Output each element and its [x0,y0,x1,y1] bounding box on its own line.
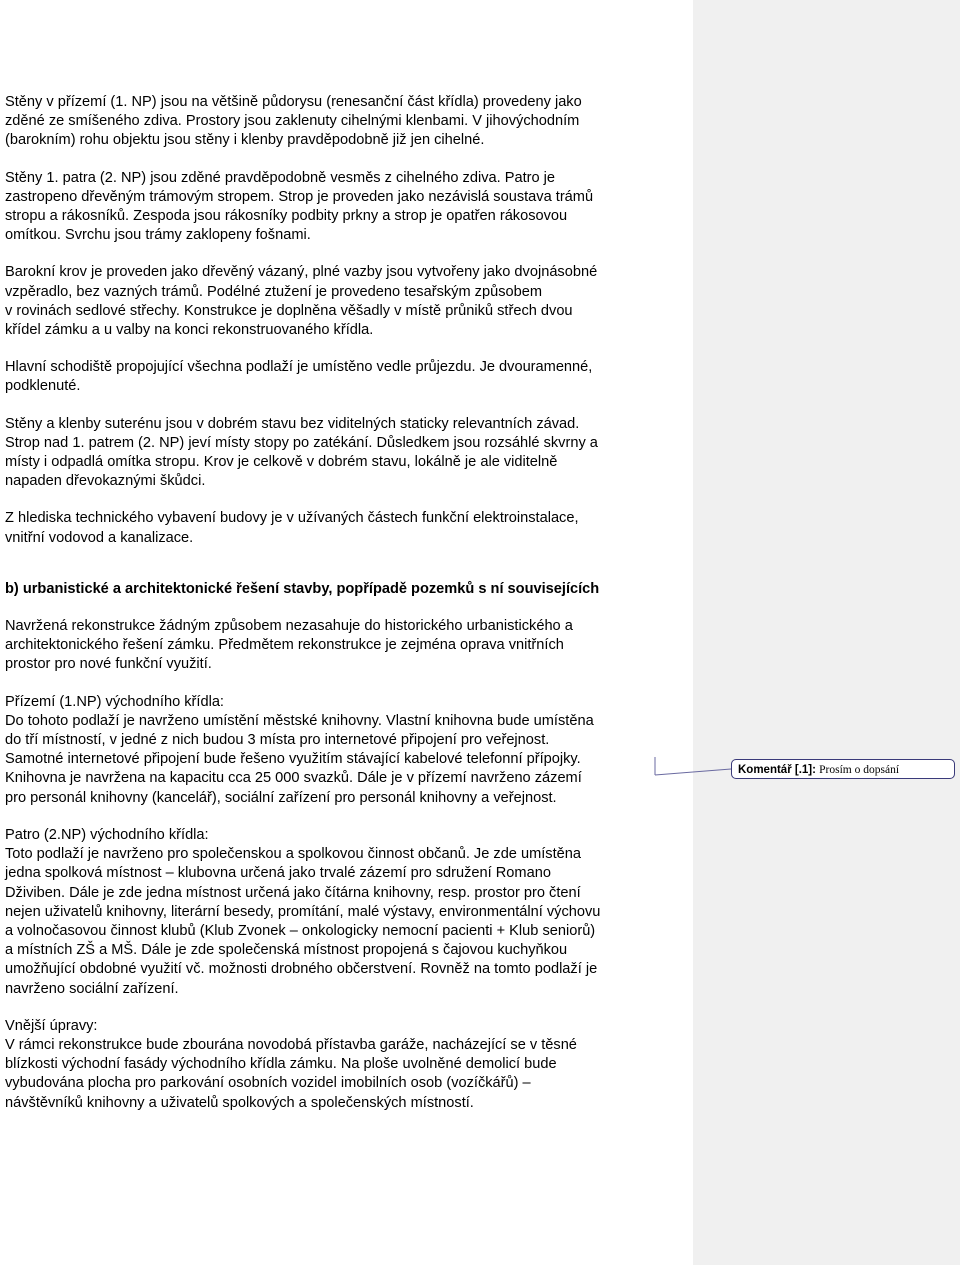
text-line: Toto podlaží je navrženo pro společenskou a spolkovou činnost občanů. Je zde umístěna [5,846,582,863]
text-line: napaden dřevokaznými škůdci. [5,473,206,490]
comment-balloon[interactable] [731,759,955,779]
text-line: v rovinách sedlové střechy. Konstrukce je doplněna věšadly v místě průniků střech dvou [5,302,573,319]
paragraph [5,93,693,151]
text-line: Patro (2.NP) východního křídla: [5,826,209,843]
text-line: architektonického řešení zámku. Předmětem rekonstrukce je zejména oprava vnitřních [5,637,564,654]
comment-margin-pane [693,0,960,1265]
paragraph [5,826,693,999]
text-line: pro personál knihovny (kancelář), sociální zařízení pro personál knihovny a veřejnost. [5,789,557,806]
paragraph [5,693,693,808]
section-heading: b) urbanistické a architektonické řešení stavby, popřípadě pozemků s ní souvisejících [5,580,600,597]
text-line: podklenuté. [5,378,81,395]
text-line: Barokní krov je proveden jako dřevěný vázaný, plné vazby jsou vytvořeny jako dvojnásobné [5,264,598,281]
text-line: zastropeno dřevěným trámovým stropem. Strop je proveden jako nezávislá soustava trámů [5,188,594,205]
commented-text-line[interactable]: Samotné internetové připojení bude řešeno využitím stávající kabelové telefonní přípojky. [5,751,581,768]
text-line: blízkosti východní fasády východního křídla zámku. Na ploše uvolněné demolicí bude [5,1056,557,1073]
text-line: jedna spolková místnost – klubovna určená jako trvalé zázemí pro sdružení Romano [5,865,551,882]
text-line: Strop nad 1. patrem (2. NP) jeví místy stopy po zatékání. Důsledkem jsou rozsáhlé skvrny a [5,434,598,451]
text-line: zděné ze smíšeného zdiva. Prostory jsou zaklenuty cihelnými klenbami. V jihovýchodním [5,113,580,130]
text-line: Hlavní schodiště propojující všechna podlaží je umístěno vedle průjezdu. Je dvouramenné, [5,359,593,376]
text-line: a volnočasovou činnost klubů (Klub Zvonek – onkologicky nemocní pacienti + Klub seniorů) [5,922,596,939]
text-line: Navržená rekonstrukce žádným způsobem nezasahuje do historického urbanistického a [5,618,573,635]
text-line: V rámci rekonstrukce bude zbourána novodobá přístavba garáže, nacházející se v těsné [5,1036,577,1053]
paragraph [5,1017,693,1113]
paragraph [5,169,693,246]
text-line: místy i odpadlá omítka stropu. Krov je celkově v dobrém stavu, lokálně je ale viditelně [5,454,558,471]
text-line: (barokním) rohu objektu jsou stěny i klenby pravděpodobně již jen cihelné. [5,132,485,149]
text-line: prostor pro nové funkční využití. [5,656,212,673]
paragraph [5,415,693,492]
document-body [5,93,693,1131]
text-line: Do tohoto podlaží je navrženo umístění městské knihovny. Vlastní knihovna bude umístěna [5,712,594,729]
text-line: stropu a rákosníků. Zespoda jsou rákosníky podbity prkny a strop je opatřen rákosovou [5,208,568,225]
paragraph [5,617,693,675]
text-line: Stěny 1. patra (2. NP) jsou zděné pravděpodobně vesměs z cihelného zdiva. Patro je [5,169,556,186]
text-line: vnitřní vodovod a kanalizace. [5,529,194,546]
text-line: vybudována plocha pro parkování osobních vozidel imobilních osob (vozíčkářů) – [5,1075,531,1092]
comment-text: Prosím o dopsání [819,764,900,776]
paragraph [5,358,693,396]
text-line: návštěvníků knihovny a uživatelů spolkových a společenských místností. [5,1094,474,1111]
text-line: křídel zámku a u valby na konci rekonstruovaného křídla. [5,322,374,339]
text-line: vzpěradlo, bez vazných trámů. Podélné ztužení je provedeno tesařským způsobem [5,283,543,300]
text-line: Vnější úpravy: [5,1017,98,1034]
text-line: umožňující obdobné využití vč. možnosti drobného občerstvení. Rovněž na tomto podlaží je [5,961,598,978]
text-line: Dživiben. Dále je zde jedna místnost určená jako čítárna knihovny, resp. prostor pro čtení [5,884,581,901]
text-line: Přízemí (1.NP) východního křídla: [5,693,224,710]
text-line: Stěny a klenby suterénu jsou v dobrém stavu bez viditelných staticky relevantních závad. [5,415,580,432]
paragraph [5,509,693,547]
comment-author: Komentář [.1]: [738,764,816,776]
text-line: omítkou. Svrchu jsou trámy zaklopeny fošnami. [5,227,311,244]
text-line: Stěny v přízemí (1. NP) jsou na většině půdorysu (renesanční část křídla) provedeny jako [5,94,582,110]
text-line: Z hlediska technického vybavení budovy je v užívaných částech funkční elektroinstalace, [5,510,579,527]
text-line: nejen uživatelů knihovny, literární besedy, promítání, malé výstavy, environmentální výchovu [5,903,601,920]
paragraph [5,263,693,340]
text-line: do tří místností, v jedné z nich budou 3 místa pro internetové připojení pro veřejnost. [5,732,550,749]
text-line: navrženo sociální zařízení. [5,980,179,997]
text-line: Knihovna je navržena na kapacitu cca 25 000 svazků. Dále je v přízemí navrženo zázemí [5,770,582,787]
text-line: a místních ZŠ a MŠ. Dále je zde společenská místnost propojená s čajovou kuchyňkou [5,942,568,959]
